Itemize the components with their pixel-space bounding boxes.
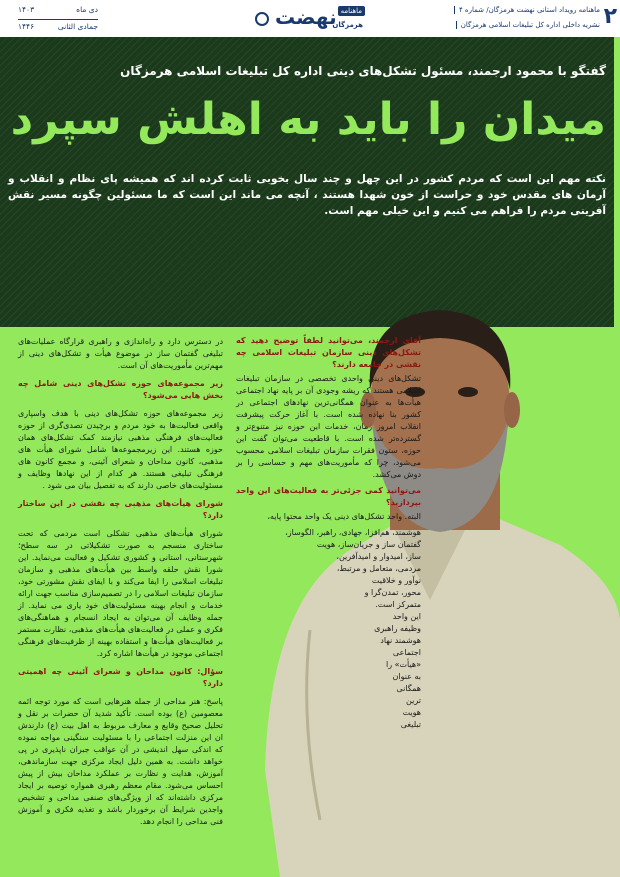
question-heading: زیر مجموعه‌های حوزه تشکل‌های دینی شامل چه بخش هایی می‌شود؟ bbox=[18, 379, 223, 400]
question-heading: آقای ارجمند، می‌توانید لطفاً توضیح دهید که تشکل‌های دینی سازمان تبلیغات اسلامی چه نقشی در جامعه دارند؟ bbox=[236, 336, 421, 369]
date-gregorian: دی ماه ۱۴۰۳ bbox=[18, 5, 98, 14]
answer-paragraph: پاسخ: هنر مداحی از جمله هنرهایی است که مورد توجه ائمه معصومین (ع) بوده است. تأکید شدید آن حضرات بر نقل و تحلیل صحیح وقایع و معارف مربوط به اهل بیت (ع) دارندش ان این منزلت اجتماعی را با مسئولیت سنگینی مواجه نموده که اندکی سهل اندیشی در آن عواقب جبران ناپذیری در پی خواهد داشت. به همین دلیل ایجاد مرکزی جهت سازماندهی، آموزش، هدایت و نظارت بر عملکرد مداحان بیش از پیش احساس می‌شود. مقام معظم رهبری همواره توصیه بر ایجاد مرکزی داشته‌اند که از ویژگی‌های صنفی مداحی و تشخیص واجدین شرایط آن برخوردار باشد و تغذیه فکری و آموزش فنی مداحی را انجام دهد. bbox=[18, 697, 223, 826]
article-lead: نکته مهم این است که مردم کشور در این چهل و چند سال بخوبی ثابت کرده اند که همیشه پای نظام و انقلاب و آرمان های مقدس خود و حراست از خون شهدا هستند ، آنچه می ماند این است که ما مسئولین چگونه مسیر نقش آفرینی مردم را فراهم می کنیم و این خیلی مهم است. bbox=[8, 173, 606, 217]
edge-strip bbox=[614, 37, 620, 327]
question-heading: می‌توانید کمی جزئی‌تر به فعالیت‌های این واحد بپردازید؟ bbox=[236, 486, 421, 507]
answer-line: مردمی، متعامل و مرتبط، bbox=[336, 564, 421, 573]
answer-paragraph: شورای هیأت‌های مذهبی تشکلی است مردمی که تحت ساختاری منسجم به صورت تشکیلاتی در سه سطح؛ شهرستانی، استانی و کشوری تشکیل و فعالیت می‌نماید. این شورا نقش حلقه واسط بین هیأت‌های مذهبی و سازمان تبلیغات اسلامی را ایفا می‌کند و با ایفای نقش مشورتی خود، سازمان تبلیغات اسلامی را در تصمیم‌سازی مناسب جهت ارائه خدمات و انجام بهینه مسئولیت‌های خود یاری می نماید. از جمله وظایف آن می‌توان به ایجاد انسجام و هماهنگی‌های فکری و عملی در فعالیت‌های هیأت‌های مذهبی، نظارت مستمر بر فعالیت‌های هیأت‌ها و استفاده بهینه از ظرفیت‌های فرهنگی اجتماعی موجود در هیأت‌ها اشاره کرد. bbox=[18, 529, 223, 658]
answer-line: همگانی bbox=[396, 684, 421, 693]
answer-line: محور، تمدن‌گرا و bbox=[364, 588, 421, 597]
answer-paragraph: تشکل‌های دینی واحدی تخصصی در سازمان تبلیغات اسلامی هستند که ریشه وجودی آن بر پایه نهاد اجتماعی هیأت‌ها به عنوان همگانی‌ترین نهادهای اجتماعی در کشور بنا نهاده شده است. با آغاز حرکت پیشرفت انقلاب امروز زمان، خدمات این حوزه نیز متنوع‌تر و گسترده‌تر شده است. با قاطعیت می‌توان گفت این حوزه، ستون فقرات سازمان تبلیغات اسلامی محسوب می‌شود، چرا که مأموریت‌های مهم و حساسی را بر دوش می‌کشد. bbox=[236, 374, 421, 479]
wrapped-answer bbox=[236, 511, 421, 731]
answer-line: اجتماعی bbox=[392, 648, 421, 657]
page-number: ۲ bbox=[603, 4, 617, 29]
logo-wordmark: نهضت bbox=[275, 5, 337, 29]
date-hijri: جمادی الثانی ۱۴۴۶ bbox=[18, 19, 98, 31]
answer-line: «هیأت» را bbox=[385, 660, 421, 669]
paragraph: در دسترس دارد و راه‌اندازی و راهبری قرارگاه عملیات‌های تبلیغی گفتمان ساز در موضوع هیأت و تشکل‌های دینی از مهم‌ترین مأموریت‌های آن است. bbox=[18, 337, 223, 370]
answer-line: نوآور و خلاقیت bbox=[371, 576, 421, 585]
article-kicker: گفتگو با محمود ارجمند، مسئول تشکل‌های دینی اداره کل تبلیغات اسلامی هرمزگان bbox=[120, 64, 606, 78]
answer-line: این واحد bbox=[392, 612, 421, 621]
answer-line: البته. واحد تشکل‌های دینی یک واحد محتوا پایه، bbox=[267, 512, 421, 521]
answer-line: هوشمند، هم‌افزا، جهادی، راهبر، الگوساز، bbox=[285, 528, 421, 537]
answer-line: وظیفه راهبری bbox=[374, 624, 421, 633]
magazine-logo bbox=[255, 4, 365, 34]
answer-line: گفتمان ساز و جریان‌ساز، هویت bbox=[316, 540, 421, 549]
answer-line: تبلیغی bbox=[400, 720, 421, 729]
question-heading: سؤال: کانون مداحان و شعرای آئینی چه اهمیتی دارد؟ bbox=[18, 667, 223, 688]
publication-line: ماهنامه رویداد استانی نهضت هرمزگان/ شماره ۴ bbox=[454, 6, 600, 14]
answer-line: هوشمند نهاد bbox=[380, 636, 421, 645]
right-column bbox=[236, 335, 421, 731]
page-header bbox=[0, 0, 620, 37]
emblem-icon bbox=[255, 12, 269, 26]
title-banner bbox=[0, 37, 614, 327]
article-title: میدان را باید به اهلش سپرد bbox=[10, 94, 606, 145]
logo-label: ماهنامه bbox=[338, 6, 365, 16]
answer-line: متمرکز است. bbox=[375, 600, 421, 609]
answer-line: به عنوان bbox=[392, 672, 421, 681]
left-column bbox=[18, 336, 223, 834]
answer-paragraph: زیر مجموعه‌های حوزه تشکل‌های دینی با هدف واسپاری واقعی فعالیت‌ها به خود مردم و برچیدن تصدی‌گری از حوزه فعالیت‌های فرهنگی مذهبی نیازمند کمک تشکل‌های همان حوزه هستند. این زیرمجموعه‌ها شامل شورای هیأت های مذهبی، کانون مداحان و شعرای آئینی، و مجمع کانون های فرهنگی تبلیغی هستند. هر کدام از این نهادها وظایف و مسئولیت‌های خاصی دارند که به تفصیل بیان می شود . bbox=[18, 409, 223, 490]
answer-line: هویت bbox=[402, 708, 421, 717]
answer-line: ساز، امیدوار و امیدآفرین، bbox=[336, 552, 421, 561]
publisher-line: نشریه داخلی اداره کل تبلیغات اسلامی هرمزگان bbox=[456, 21, 600, 29]
answer-line: ترین bbox=[406, 696, 421, 705]
logo-sub: هرمزگان bbox=[332, 21, 363, 29]
question-heading: شورای هیأت‌های مذهبی چه نقشی در این ساختار دارد؟ bbox=[18, 499, 223, 520]
